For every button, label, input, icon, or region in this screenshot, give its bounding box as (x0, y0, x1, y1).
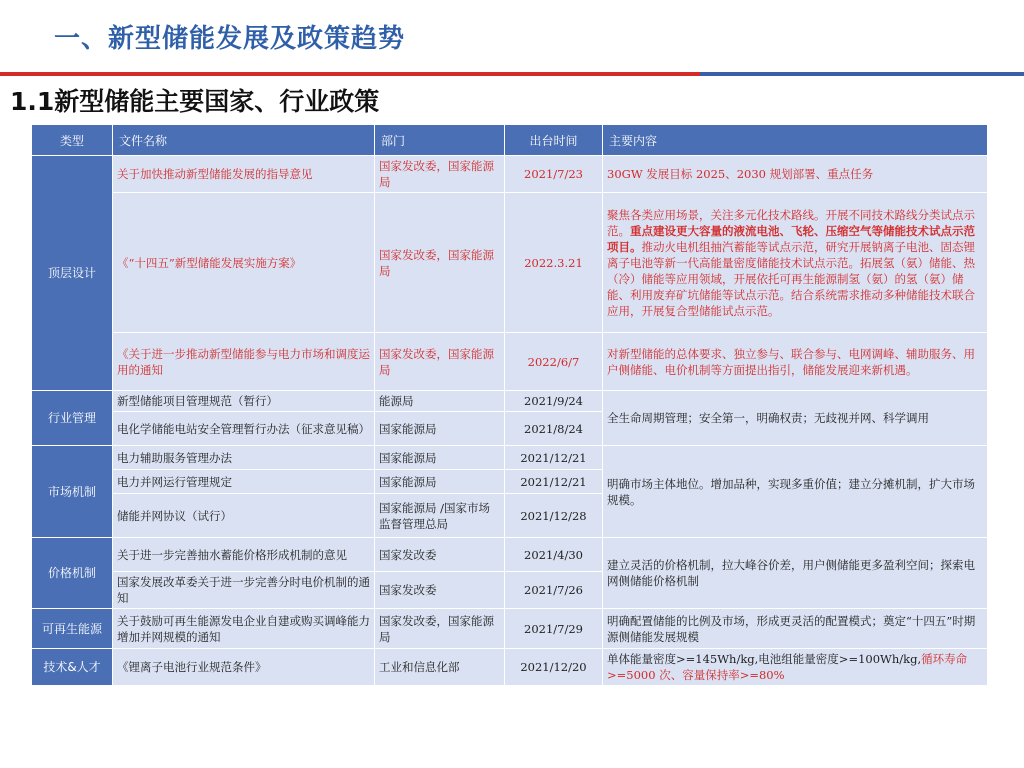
table-row (32, 391, 988, 412)
type-cell: 市场机制 (32, 446, 113, 538)
content-cell (603, 649, 988, 686)
content-highlight: 重点建设更大容量的液流电池、飞轮、压缩空气等储能技术试点示范项目。 (607, 223, 975, 254)
dept-cell: 国家能源局 (375, 446, 505, 470)
date-cell: 2021/12/21 (505, 446, 603, 470)
dept-cell: 国家能源局 (375, 412, 505, 446)
section-title: 一、新型储能发展及政策趋势 (54, 24, 406, 54)
name-cell: 《关于进一步推动新型储能参与电力市场和调度运用的通知 (113, 333, 375, 391)
date-cell: 2021/9/24 (505, 391, 603, 412)
date-cell: 2021/12/28 (505, 494, 603, 538)
date-cell: 2021/12/20 (505, 649, 603, 686)
date-cell: 2021/4/30 (505, 538, 603, 572)
date-cell: 2021/7/29 (505, 609, 603, 649)
content-cell: 30GW 发展目标 2025、2030 规划部署、重点任务 (603, 156, 988, 193)
page-subtitle: 1.1新型储能主要国家、行业政策 (10, 87, 380, 116)
name-cell: 关于鼓励可再生能源发电企业自建或购买调峰能力增加并网规模的通知 (113, 609, 375, 649)
content-text: 单体能量密度>=145Wh/kg,电池组能量密度>=100Wh/kg, (607, 652, 922, 666)
name-cell: 电力辅助服务管理办法 (113, 446, 375, 470)
name-cell: 电力并网运行管理规定 (113, 470, 375, 494)
content-cell: 对新型储能的总体要求、独立参与、联合参与、电网调峰、辅助服务、用户侧储能、电价机制等方面提出指引，储能发展迎来新机遇。 (603, 333, 988, 391)
dept-cell: 国家能源局 (375, 470, 505, 494)
header-date: 出台时间 (505, 125, 603, 156)
dept-cell: 国家发改委，国家能源局 (375, 609, 505, 649)
header-dept: 部门 (375, 125, 505, 156)
date-cell: 2022.3.21 (505, 193, 603, 333)
content-cell (603, 193, 988, 333)
policy-table (31, 124, 988, 686)
content-cell: 全生命周期管理；安全第一，明确权责；无歧视并网、科学调用 (603, 391, 988, 446)
dept-cell: 国家能源局 /国家市场监督管理总局 (375, 494, 505, 538)
header-content: 主要内容 (603, 125, 988, 156)
title-divider (0, 72, 1024, 76)
table-row (32, 156, 988, 193)
date-cell: 2021/7/23 (505, 156, 603, 193)
name-cell: 关于加快推动新型储能发展的指导意见 (113, 156, 375, 193)
table-row (32, 649, 988, 686)
date-cell: 2021/8/24 (505, 412, 603, 446)
header-name: 文件名称 (113, 125, 375, 156)
dept-cell: 能源局 (375, 391, 505, 412)
name-cell: 《锂离子电池行业规范条件》 (113, 649, 375, 686)
content-highlight: 循环寿命>=5000 次、容量保持率>=80% (607, 652, 968, 682)
name-cell: 《“十四五”新型储能发展实施方案》 (113, 193, 375, 333)
header-type: 类型 (32, 125, 113, 156)
table-row (32, 609, 988, 649)
dept-cell: 国家发改委 (375, 572, 505, 609)
date-cell: 2021/12/21 (505, 470, 603, 494)
content-cell: 明确配置储能的比例及市场，形成更灵活的配置模式；奠定“十四五”时期源侧储能发展规模 (603, 609, 988, 649)
table-row (32, 333, 988, 391)
type-cell: 顶层设计 (32, 156, 113, 391)
name-cell: 关于进一步完善抽水蓄能价格形成机制的意见 (113, 538, 375, 572)
table-header-row (32, 125, 988, 156)
type-cell: 技术&人才 (32, 649, 113, 686)
dept-cell: 工业和信息化部 (375, 649, 505, 686)
content-text: 推动火电机组抽汽蓄能等试点示范，研究开展钠离子电池、固态锂离子电池等新一代高能量密度储能技术试点示范。拓展氢（氨）储能、热（冷）储能等应用领域，开展依托可再生能源制氢（氨）的氢（氨）储能、利用废弃矿坑储能等试点示范。结合系统需求推动多种储能技术联合应用，开展复合型储能试点示范。 (607, 239, 975, 318)
date-cell: 2022/6/7 (505, 333, 603, 391)
dept-cell: 国家发改委，国家能源局 (375, 156, 505, 193)
table-row (32, 538, 988, 572)
content-cell: 明确市场主体地位。增加品种，实现多重价值；建立分摊机制，扩大市场规模。 (603, 446, 988, 538)
name-cell: 电化学储能电站安全管理暂行办法（征求意见稿） (113, 412, 375, 446)
name-cell: 储能并网协议（试行） (113, 494, 375, 538)
name-cell: 新型储能项目管理规范（暂行） (113, 391, 375, 412)
type-cell: 可再生能源 (32, 609, 113, 649)
date-cell: 2021/7/26 (505, 572, 603, 609)
type-cell: 行业管理 (32, 391, 113, 446)
type-cell: 价格机制 (32, 538, 113, 609)
content-cell: 建立灵活的价格机制，拉大峰谷价差，用户侧储能更多盈利空间；探索电网侧储能价格机制 (603, 538, 988, 609)
table-row (32, 193, 988, 333)
dept-cell: 国家发改委，国家能源局 (375, 193, 505, 333)
name-cell: 国家发展改革委关于进一步完善分时电价机制的通知 (113, 572, 375, 609)
content-text: 聚焦各类应用场景，关注多元化技术路线。开展不同技术路线分类试点示范。 (607, 207, 975, 238)
dept-cell: 国家发改委，国家能源局 (375, 333, 505, 391)
table-row (32, 446, 988, 470)
dept-cell: 国家发改委 (375, 538, 505, 572)
